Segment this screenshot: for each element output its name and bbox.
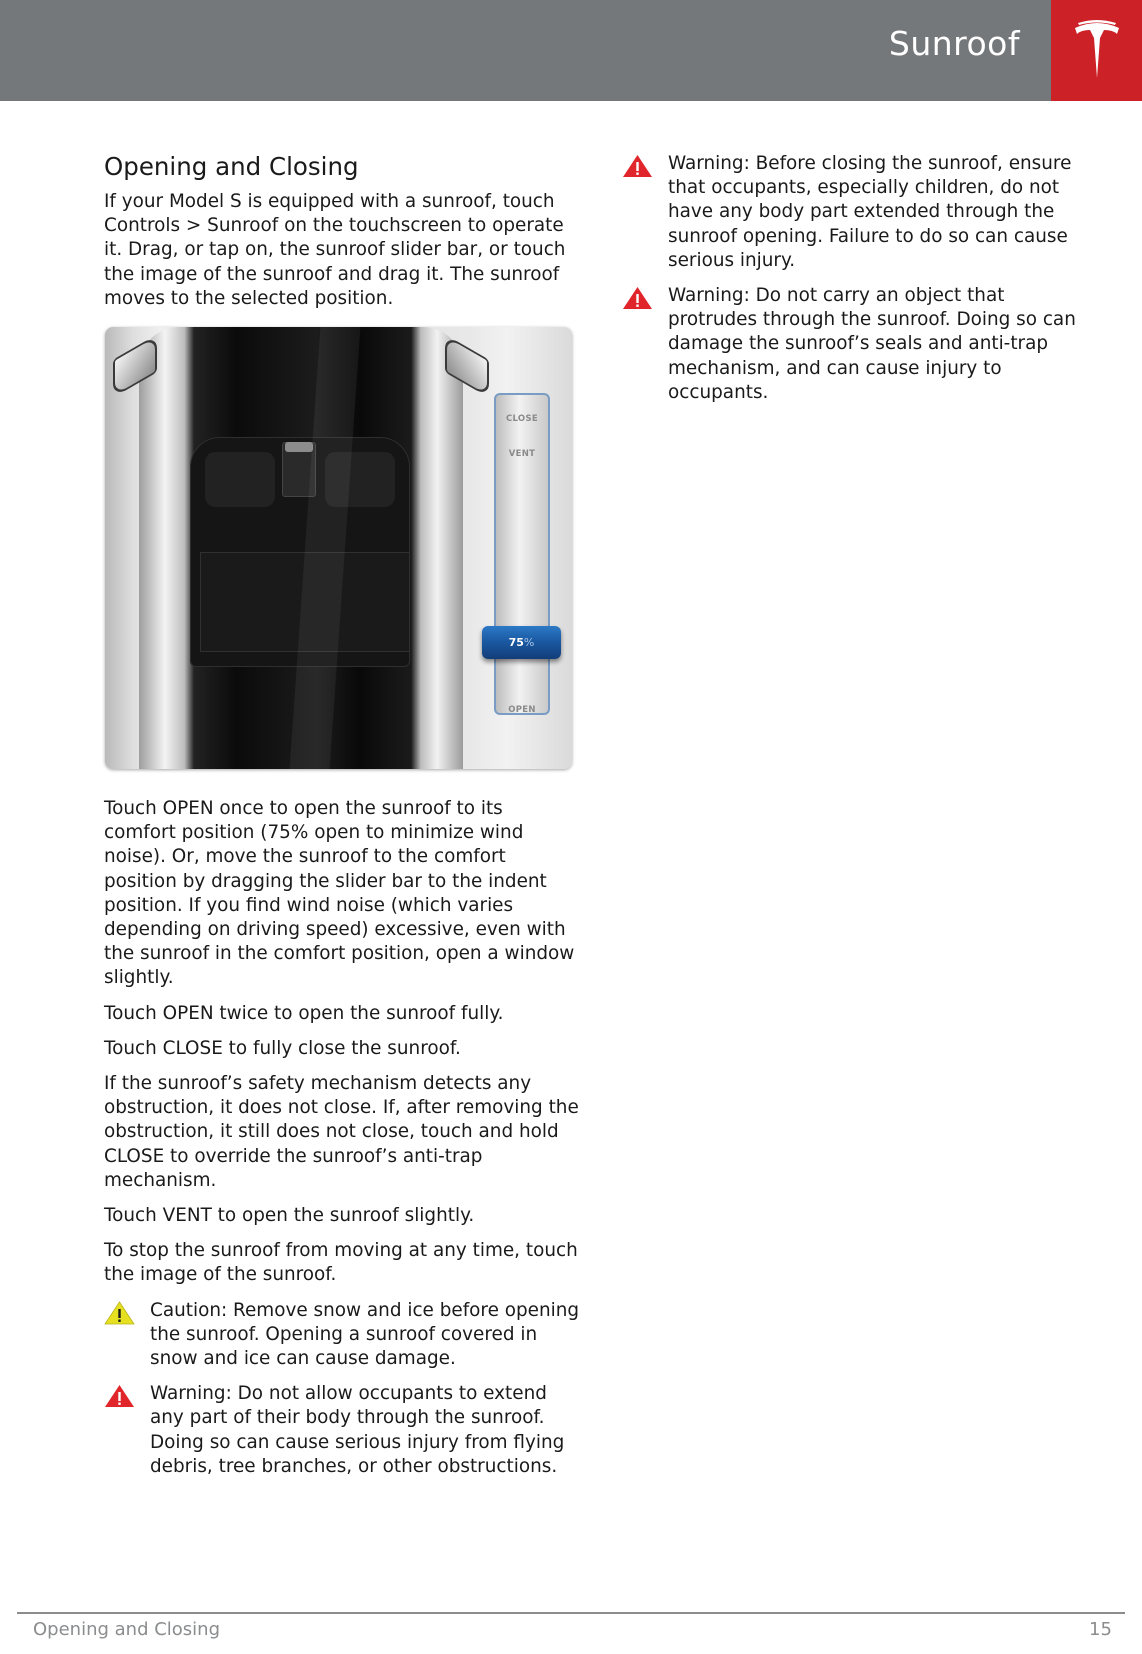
slider-open-label[interactable]: OPEN (508, 705, 536, 716)
caution-note (104, 1299, 580, 1372)
body-paragraph: If the sunroof’s safety mechanism detects any obstruction, it does not close. If, after removing the obstruction, it still does not close, touch and hold CLOSE to override the sunroof’s anti-trap mechanism. (104, 1073, 579, 1191)
warning-icon (104, 1384, 135, 1408)
body-paragraph: Touch OPEN once to open the sunroof to its comfort position (75% open to minimize wind noise). Or, move the sunroof to the comfort position by dragging the slider bar to the indent position. If you find wind noise (which varies depending on driving speed) excessive, even with the sunroof in the comfort position, open a window slightly. (104, 798, 575, 989)
body-paragraph: Touch VENT to open the sunroof slightly. (104, 1205, 475, 1227)
page-number: 15 (1089, 1619, 1112, 1640)
console-cap (285, 442, 313, 452)
section-heading: Opening and Closing (104, 152, 359, 181)
slider-handle[interactable] (482, 626, 561, 659)
warning-icon (622, 154, 653, 178)
warning-note (104, 1382, 580, 1479)
chapter-title: Sunroof (888, 24, 1020, 63)
seat (205, 452, 275, 507)
warning-note (668, 284, 1088, 405)
right-column (668, 152, 1088, 416)
caution-icon (104, 1301, 135, 1325)
body-paragraph: Touch OPEN twice to open the sunroof fully. (104, 1002, 504, 1024)
warning-text: Warning: Before closing the sunroof, ensure that occupants, especially children, do not have any body part extended through the sunroof opening. Failure to do so can cause serious injury. (668, 153, 1072, 271)
warning-icon (622, 286, 653, 310)
brand-logo-block (1051, 0, 1142, 101)
intro-paragraph: If your Model S is equipped with a sunroof, touch Controls > Sunroof on the touchscreen to operate it. Drag, or tap on, the sunroof slider bar, or touch the image of the sunroof and drag it. The sunroof moves to the selected position. (104, 191, 566, 309)
warning-note (668, 152, 1088, 273)
sunroof-touchscreen-figure (105, 327, 572, 769)
slider-value: 75 (508, 636, 524, 650)
slider-close-label[interactable]: CLOSE (505, 414, 538, 425)
footer-section-name: Opening and Closing (33, 1619, 221, 1640)
left-column (104, 152, 580, 1490)
warning-text: Warning: Do not allow occupants to extend any part of their body through the sunroof. Doing so can cause serious injury from flying debris, tree branches, or other obstructions. (150, 1383, 565, 1477)
footer-divider (17, 1612, 1125, 1614)
body-paragraph: To stop the sunroof from moving at any time, touch the image of the sunroof. (104, 1240, 578, 1286)
body-paragraph: Touch CLOSE to fully close the sunroof. (104, 1037, 461, 1059)
tesla-logo-icon (1073, 20, 1121, 80)
warning-text: Warning: Do not carry an object that protrudes through the sunroof. Doing so can damage the sunroof’s seals and anti-trap mechanism, and can cause injury to occupants. (668, 285, 1076, 403)
sunroof-slider[interactable] (494, 393, 550, 715)
caution-text: Caution: Remove snow and ice before opening the sunroof. Opening a sunroof covered in snow and ice can cause damage. (150, 1299, 580, 1370)
page-header (0, 0, 1142, 101)
slider-unit: % (523, 636, 535, 650)
slider-vent-label[interactable]: VENT (508, 449, 536, 460)
